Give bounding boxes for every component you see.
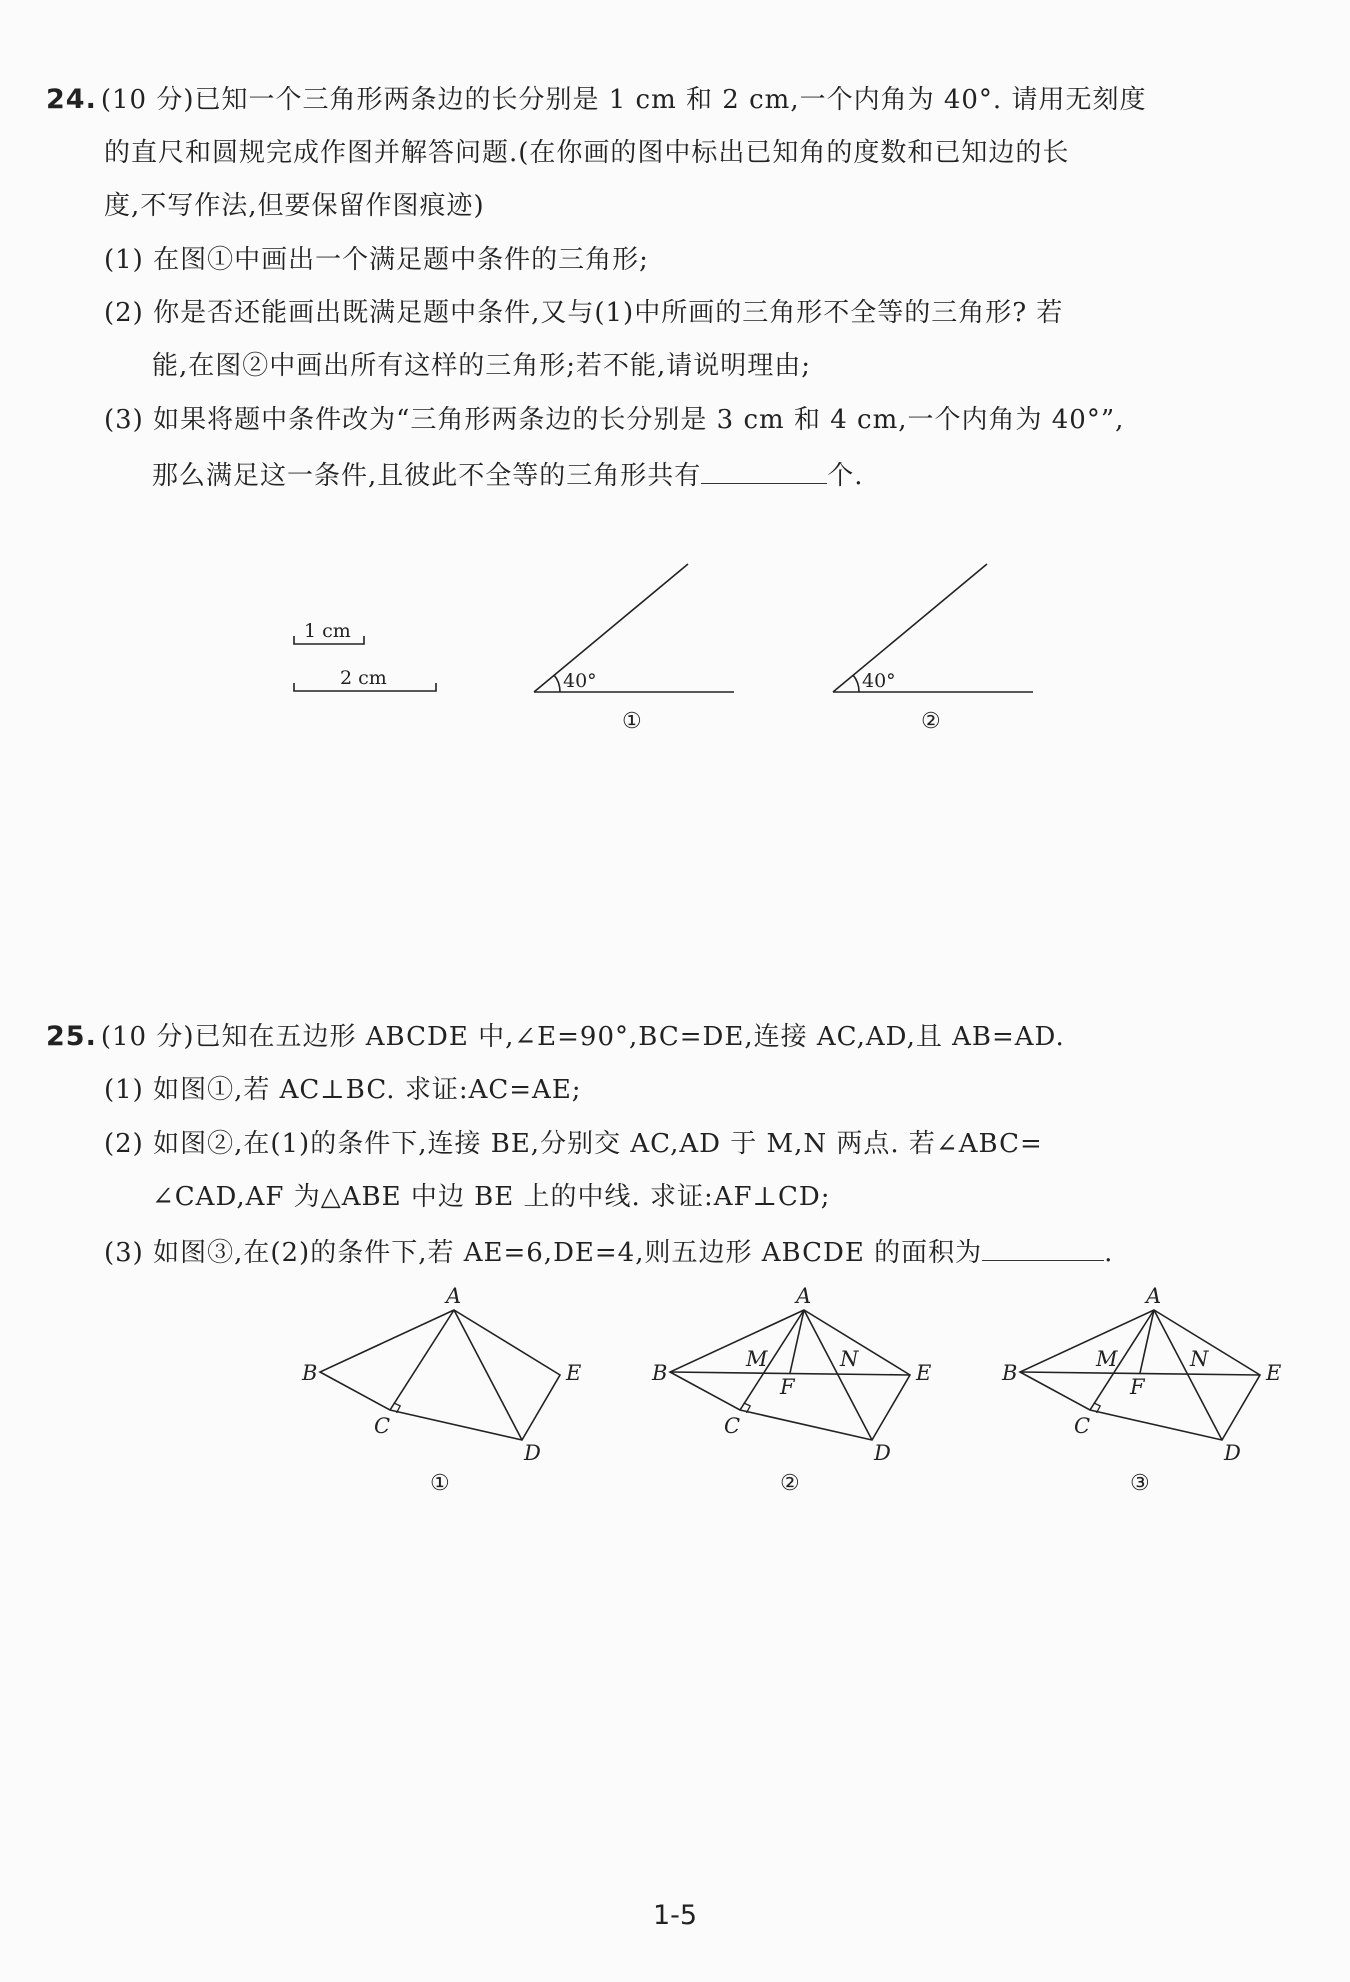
angle2-slant-ray [833,564,987,692]
pentagon-outline-1 [320,1310,560,1440]
label-N-2: N [840,1347,859,1371]
q24-line2: 的直尺和圆规完成作图并解答问题.(在你画的图中标出已知角的度数和已知边的长 [104,138,1070,168]
pentagon-figure-2 [651,1284,931,1496]
label-F-2: F [780,1375,795,1399]
label-E-3: E [1266,1361,1282,1385]
q25-line1: 25. (10 分)已知在五边形 ABCDE 中,∠E=90°,BC=DE,连接 AC,AD,且 AB=AD. [46,1021,1065,1052]
q24-part2a: (2) 你是否还能画出既满足题中条件,又与(1)中所画的三角形不全等的三角形? 若 [104,298,1064,328]
q24-part1: (1) 在图①中画出一个满足题中条件的三角形; [104,245,649,275]
label-1cm: 1 cm [304,620,351,642]
q24-part3b: 那么满足这一条件,且彼此不全等的三角形共有 个. [152,453,864,496]
label-C-1: C [374,1414,391,1438]
caption-figure3-q25: ③ [1130,1471,1150,1496]
page-number: 1-5 [652,1900,698,1931]
label-N-3: N [1190,1347,1209,1371]
label-E-1: E [566,1361,582,1385]
pentagon-figure-3 [1001,1284,1281,1496]
label-B-1: B [302,1361,318,1385]
answer-blank-24[interactable] [701,453,827,484]
label-B-3: B [1002,1361,1018,1385]
answer-blank-25[interactable] [982,1230,1104,1261]
q24-part3a: (3) 如果将题中条件改为“三角形两条边的长分别是 3 cm 和 4 cm,一个内角为 40°”, [104,405,1125,435]
label-A-1: A [446,1284,462,1308]
caption-figure1-q25: ① [430,1471,450,1496]
q24-line3: 度,不写作法,但要保留作图痕迹) [104,191,485,221]
label-F-3: F [1130,1375,1145,1399]
q25-part3: (3) 如图③,在(2)的条件下,若 AE=6,DE=4,则五边形 ABCDE 的面积为 . [104,1230,1113,1273]
segment-AF-2 [790,1310,804,1373]
q25-part2b: ∠CAD,AF 为△ABE 中边 BE 上的中线. 求证:AF⊥CD; [152,1182,831,1212]
label-M-2: M [746,1347,768,1371]
label-C-2: C [724,1414,741,1438]
angle1-label: 40° [563,670,597,692]
angle2-arc [853,675,859,692]
label-B-2: B [652,1361,668,1385]
label-E-2: E [916,1361,932,1385]
q24-part2b: 能,在图②中画出所有这样的三角形;若不能,请说明理由; [152,351,812,381]
caption-figure1: ① [622,709,642,734]
angle2-label: 40° [862,670,896,692]
label-D-1: D [524,1441,541,1465]
segment-AF-3 [1140,1310,1154,1373]
angle1-slant-ray [534,564,688,692]
q25-part2a: (2) 如图②,在(1)的条件下,连接 BE,分别交 AC,AD 于 M,N 两点. 若∠ABC= [104,1129,1043,1159]
caption-figure2: ② [921,709,941,734]
q24-figure [280,550,1060,750]
segment-AD-1 [454,1310,522,1440]
q25-part1: (1) 如图①,若 AC⊥BC. 求证:AC=AE; [104,1075,582,1105]
angle1-arc [554,675,560,692]
label-M-3: M [1096,1347,1118,1371]
pentagon-figure-1 [301,1284,581,1496]
label-D-3: D [1224,1441,1241,1465]
q25-number: 25. [46,1021,97,1052]
q24-line1: 24. (10 分)已知一个三角形两条边的长分别是 1 cm 和 2 cm,一个内角为 40°. 请用无刻度 [46,84,1147,115]
q25-figures [290,1280,1290,1510]
label-C-3: C [1074,1414,1091,1438]
q24-number: 24. [46,84,97,115]
label-A-2: A [796,1284,812,1308]
caption-figure2-q25: ② [780,1471,800,1496]
label-D-2: D [874,1441,891,1465]
label-2cm: 2 cm [340,667,387,689]
label-A-3: A [1146,1284,1162,1308]
